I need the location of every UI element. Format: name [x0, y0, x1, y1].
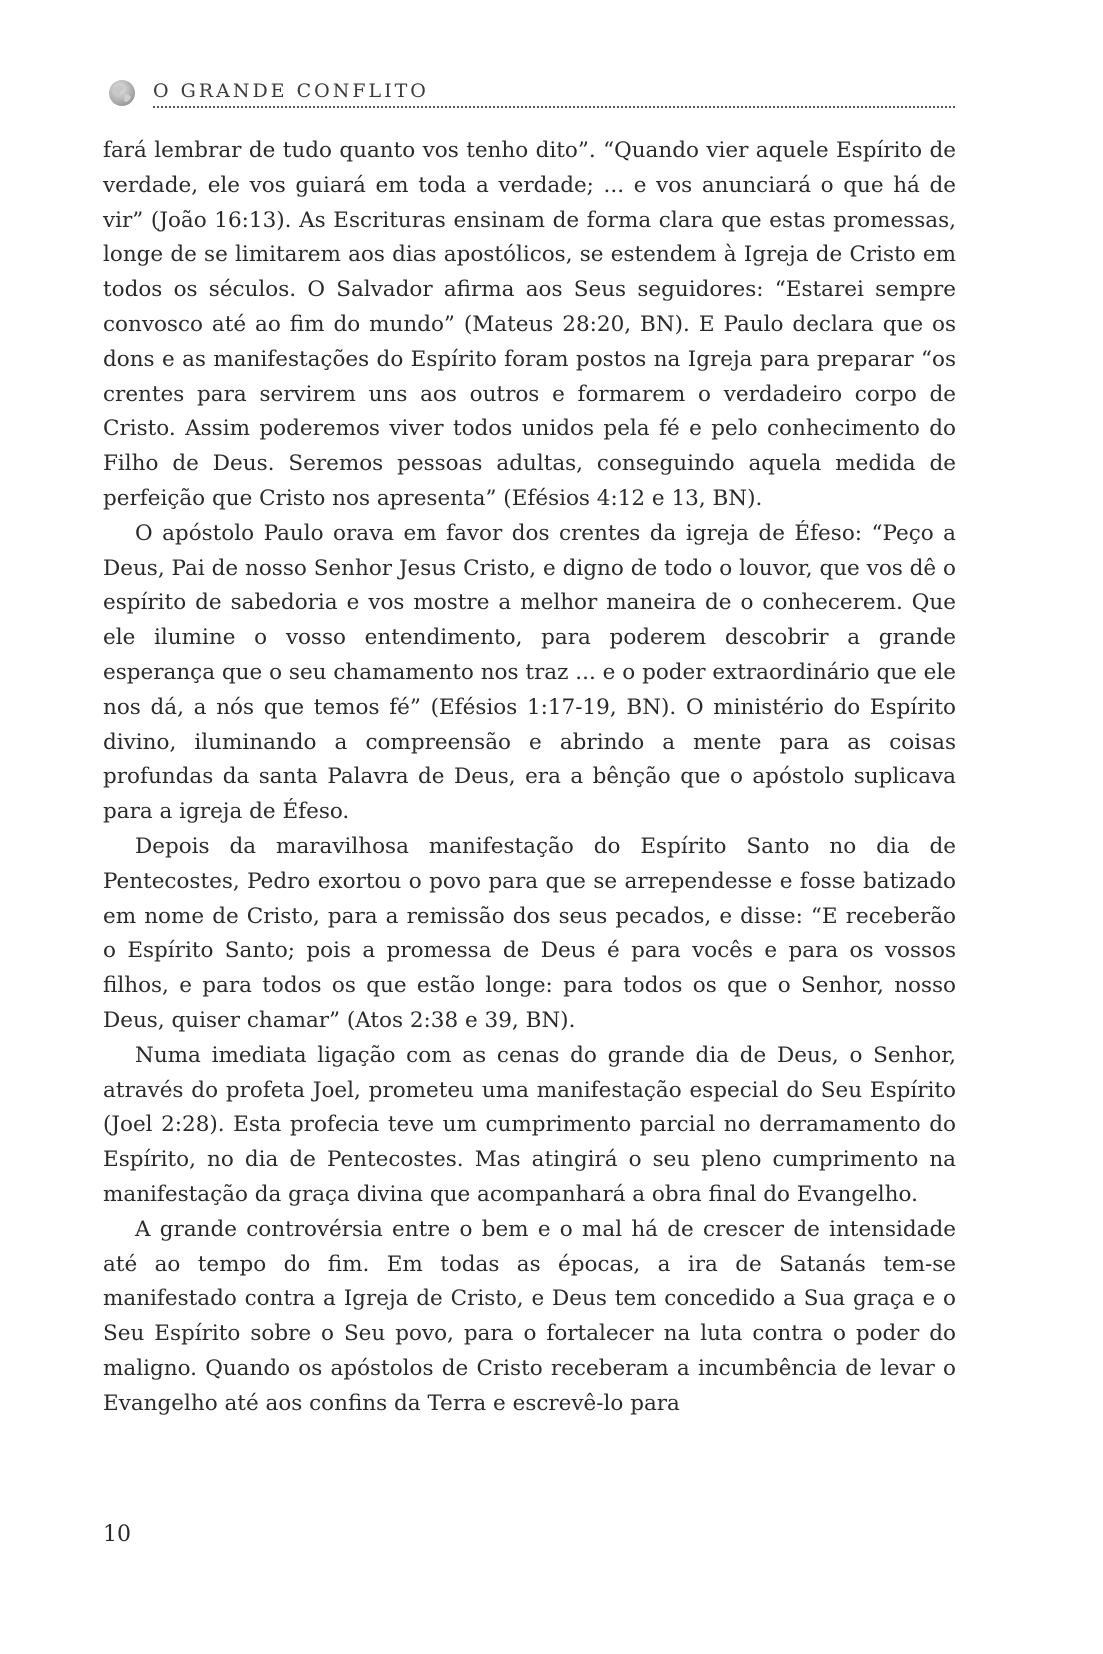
paragraph: Depois da maravilhosa manifestação do Espírito Santo no dia de Pentecostes, Pedro exortou o povo para que se arrependesse e fosse batizado em nome de Cristo, para a remissão dos seus pecados, e disse: “E receberão o Espírito Santo; pois a promessa de Deus é para vocês e para os vossos filhos, e para todos os que estão longe: para todos os que o Senhor, nosso Deus, quiser chamar” (Atos 2:38 e 39, BN). [103, 833, 956, 1033]
running-title: O GRANDE CONFLITO [153, 80, 429, 102]
globe-icon [107, 78, 137, 108]
paragraph: O apóstolo Paulo orava em favor dos crentes da igreja de Éfeso: “Peço a Deus, Pai de nosso Senhor Jesus Cristo, e digno de todo o louvor, que vos dê o espírito de sabedoria e vos mostre a melhor maneira de o conhecerem. Que ele ilumine o vosso entendimento, para poderem descobrir a grande esperança que o seu chamamento nos traz ... e o poder extraordinário que ele nos dá, a nós que temos fé” (Efésios 1:17-19, BN). O ministério do Espírito divino, iluminando a compreensão e abrindo a mente para as coisas profundas da santa Palavra de Deus, era a bênção que o apóstolo suplicava para a igreja de Éfeso. [103, 520, 956, 825]
paragraph: A grande controvérsia entre o bem e o mal há de crescer de intensidade até ao tempo do fim. Em todas as épocas, a ira de Satanás tem-se manifestado contra a Igreja de Cristo, e Deus tem concedido a Sua graça e o Seu Espírito sobre o Seu povo, para o fortalecer na luta contra o poder do maligno. Quando os apóstolos de Cristo receberam a incumbência de levar o Evangelho até aos confins da Terra e escrevê-lo para [103, 1216, 956, 1416]
header-dotted-rule [153, 106, 955, 108]
paragraph: fará lembrar de tudo quanto vos tenho dito”. “Quando vier aquele Espírito de verdade, ele vos guiará em toda a verdade; ... e vos anunciará o que há de vir” (João 16:13). As Escrituras ensinam de forma clara que estas promessas, longe de se limitarem aos dias apostólicos, se estendem à Igreja de Cristo em todos os séculos. O Salvador afirma aos Seus seguidores: “Estarei sempre convosco até ao fim do mundo” (Mateus 28:20, BN). E Paulo declara que os dons e as manifestações do Espírito foram postos na Igreja para preparar “os crentes para servirem uns aos outros e formarem o verdadeiro corpo de Cristo. Assim poderemos viver todos unidos pela fé e pelo conhecimento do Filho de Deus. Seremos pessoas adultas, conseguindo aquela medida de perfeição que Cristo nos apresenta” (Efésios 4:12 e 13, BN). [103, 138, 956, 511]
page-number: 10 [103, 1522, 131, 1547]
paragraph: Numa imediata ligação com as cenas do grande dia de Deus, o Senhor, através do profeta Joel, prometeu uma manifestação especial do Seu Espírito (Joel 2:28). Esta profecia teve um cumprimento parcial no derramamento do Espírito, no dia de Pentecostes. Mas atingirá o seu pleno cumprimento na manifestação da graça divina que acompanhará a obra final do Evangelho. [103, 1042, 956, 1207]
running-header [103, 76, 955, 110]
body-text [103, 134, 956, 1421]
